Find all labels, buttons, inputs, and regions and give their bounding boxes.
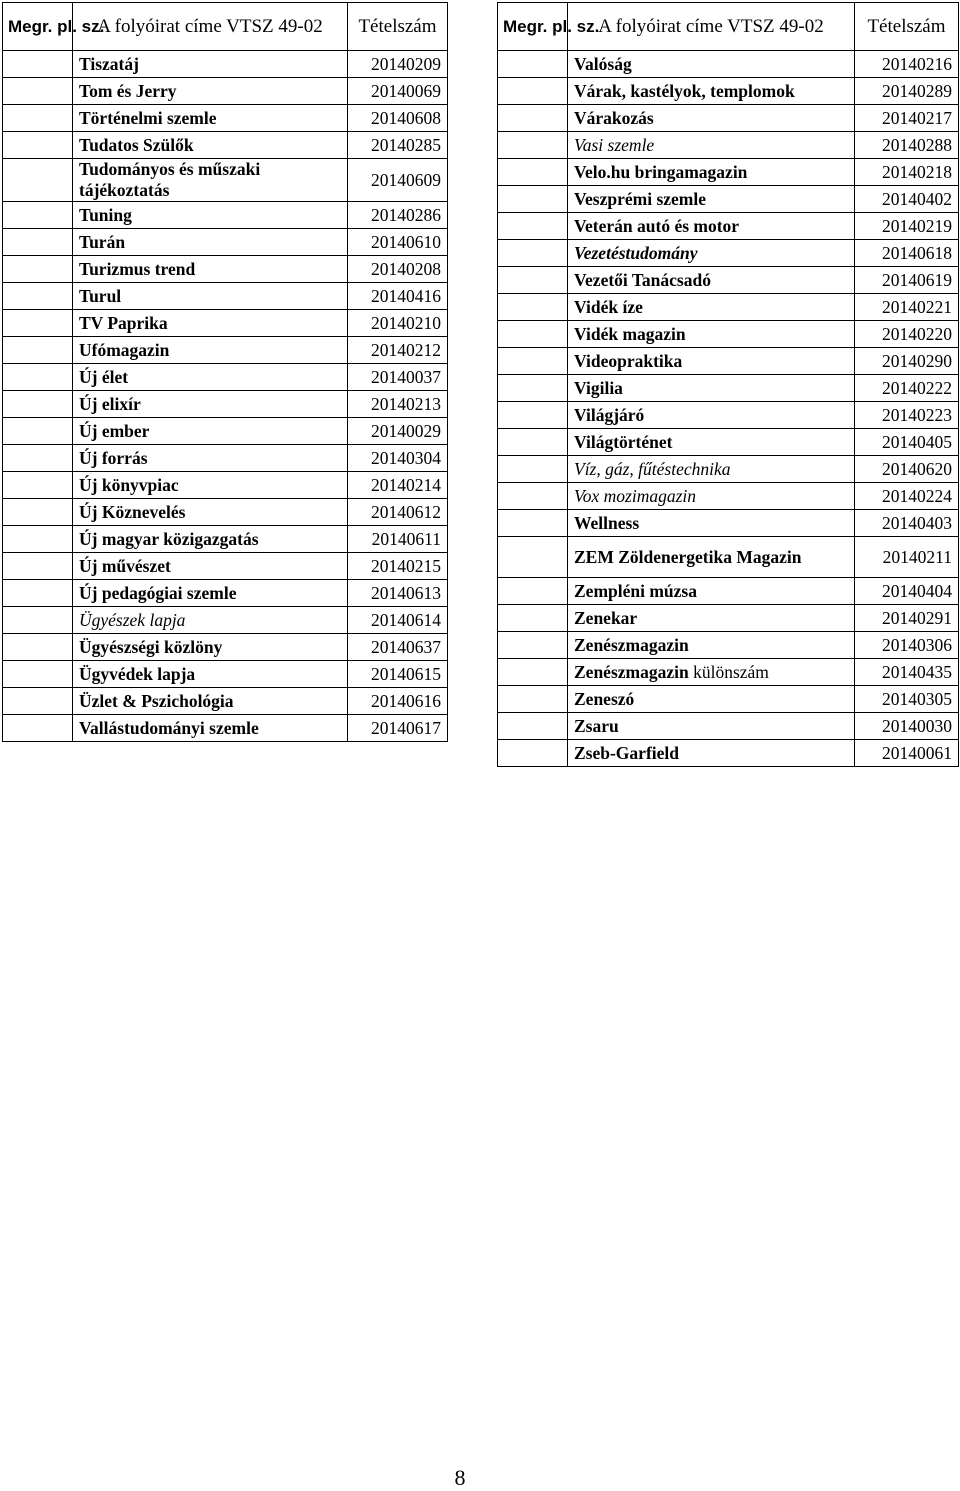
table-row [3, 51, 448, 78]
order-number-cell [498, 375, 568, 402]
right-table-body [498, 51, 959, 767]
item-number-cell: 20140224 [855, 483, 959, 510]
periodical-title-cell [73, 553, 348, 580]
order-number-cell [498, 132, 568, 159]
periodical-title-cell [73, 159, 348, 202]
periodical-title: Üzlet & Pszichológia [79, 691, 234, 711]
item-number-cell: 20140061 [855, 740, 959, 767]
order-number-cell [3, 283, 73, 310]
table-row [498, 321, 959, 348]
periodical-title-cell [568, 632, 855, 659]
order-number-cell [3, 159, 73, 202]
header-title: A folyóirat címe VTSZ 49-02 [568, 3, 855, 51]
periodical-title-cell [568, 402, 855, 429]
periodical-title: Zeneszó [574, 689, 635, 709]
periodical-title-cell [568, 348, 855, 375]
periodical-title-cell [73, 580, 348, 607]
table-row [3, 283, 448, 310]
item-number-cell: 20140614 [348, 607, 448, 634]
periodical-title: Ügyvédek lapja [79, 664, 196, 684]
table-row [3, 661, 448, 688]
item-number-cell: 20140037 [348, 364, 448, 391]
item-number-cell: 20140613 [348, 580, 448, 607]
periodical-title: Turul [79, 286, 122, 306]
table-row [498, 537, 959, 578]
order-number-cell [498, 51, 568, 78]
order-number-cell [3, 78, 73, 105]
order-number-cell [3, 310, 73, 337]
periodical-title: Ügyészek lapja [79, 610, 186, 630]
periodical-title-cell [568, 483, 855, 510]
periodical-title: Víz, gáz, fűtéstechnika [574, 459, 731, 479]
periodical-title: Zenészmagazin [574, 662, 689, 682]
header-megr-pl-sz: Megr. pl. sz. [498, 3, 568, 51]
periodical-title: Új elixír [79, 394, 141, 414]
periodical-title-cell [73, 607, 348, 634]
periodical-title: Videopraktika [574, 351, 683, 371]
item-number-cell: 20140305 [855, 686, 959, 713]
periodical-title: Várakozás [574, 108, 654, 128]
item-number-cell: 20140618 [855, 240, 959, 267]
periodical-title-cell [568, 686, 855, 713]
periodical-title: Valóság [574, 54, 632, 74]
order-number-cell [3, 580, 73, 607]
periodical-title: TV Paprika [79, 313, 168, 333]
periodical-title-cell [73, 418, 348, 445]
left-periodical-table [2, 2, 448, 742]
periodical-title: Világjáró [574, 405, 645, 425]
periodical-title: Vigilia [574, 378, 623, 398]
item-number-cell: 20140619 [855, 267, 959, 294]
periodical-title-cell [568, 537, 855, 578]
periodical-title: Új ember [79, 421, 150, 441]
item-number-cell: 20140215 [348, 553, 448, 580]
table-row [498, 186, 959, 213]
table-row [3, 472, 448, 499]
periodical-title: Wellness [574, 513, 640, 533]
periodical-title-cell [73, 51, 348, 78]
periodical-title: Veszprémi szemle [574, 189, 707, 209]
periodical-title-cell [568, 213, 855, 240]
item-number-cell: 20140214 [348, 472, 448, 499]
item-number-cell: 20140219 [855, 213, 959, 240]
order-number-cell [498, 456, 568, 483]
header-tetelszam: Tételszám [855, 3, 959, 51]
periodical-title-cell [568, 578, 855, 605]
item-number-cell: 20140217 [855, 105, 959, 132]
order-number-cell [498, 78, 568, 105]
item-number-cell: 20140306 [855, 632, 959, 659]
table-row [3, 715, 448, 742]
periodical-title-cell [568, 713, 855, 740]
item-number-cell: 20140288 [855, 132, 959, 159]
periodical-title: Zsaru [574, 716, 619, 736]
item-number-cell: 20140223 [855, 402, 959, 429]
periodical-title-cell [568, 740, 855, 767]
table-row [498, 348, 959, 375]
periodical-title: Vallástudományi szemle [79, 718, 259, 738]
periodical-title-cell [568, 659, 855, 686]
item-number-cell: 20140069 [348, 78, 448, 105]
order-number-cell [3, 634, 73, 661]
order-number-cell [3, 256, 73, 283]
table-row [498, 240, 959, 267]
page-number: 8 [454, 1465, 466, 1490]
table-row [3, 256, 448, 283]
item-number-cell: 20140608 [348, 105, 448, 132]
table-row [3, 78, 448, 105]
item-number-cell: 20140637 [348, 634, 448, 661]
item-number-cell: 20140404 [855, 578, 959, 605]
item-number-cell: 20140435 [855, 659, 959, 686]
table-row [498, 294, 959, 321]
item-number-cell: 20140617 [348, 715, 448, 742]
periodical-title-cell [73, 391, 348, 418]
periodical-title-cell [568, 321, 855, 348]
item-number-cell: 20140216 [855, 51, 959, 78]
table-row [3, 391, 448, 418]
order-number-cell [3, 391, 73, 418]
item-number-cell: 20140211 [855, 537, 959, 578]
table-row [498, 456, 959, 483]
periodical-title-cell [73, 337, 348, 364]
item-number-cell: 20140405 [855, 429, 959, 456]
periodical-title-cell [73, 202, 348, 229]
periodical-title: Vezetéstudomány [574, 243, 698, 263]
periodical-title-cell [73, 132, 348, 159]
periodical-title-cell [568, 429, 855, 456]
periodical-title: Új élet [79, 367, 129, 387]
header-tetelszam: Tételszám [348, 3, 448, 51]
order-number-cell [498, 429, 568, 456]
table-row [498, 267, 959, 294]
left-header-row [3, 3, 448, 51]
item-number-cell: 20140403 [855, 510, 959, 537]
right-periodical-table [497, 2, 959, 767]
table-row [3, 418, 448, 445]
order-number-cell [498, 510, 568, 537]
table-row [498, 632, 959, 659]
periodical-title: Vidék magazin [574, 324, 686, 344]
order-number-cell [3, 418, 73, 445]
periodical-title-cell [73, 472, 348, 499]
item-number-cell: 20140220 [855, 321, 959, 348]
periodical-title: Várak, kastélyok, templomok [574, 81, 795, 101]
order-number-cell [3, 688, 73, 715]
periodical-title-cell [73, 634, 348, 661]
order-number-cell [498, 267, 568, 294]
order-number-cell [498, 213, 568, 240]
table-row [498, 105, 959, 132]
item-number-cell: 20140620 [855, 456, 959, 483]
item-number-cell: 20140221 [855, 294, 959, 321]
periodical-title: Új művészet [79, 556, 171, 576]
periodical-title-cell [73, 364, 348, 391]
periodical-title-cell [73, 526, 348, 553]
table-row [3, 634, 448, 661]
item-number-cell: 20140286 [348, 202, 448, 229]
table-row [498, 402, 959, 429]
table-row [3, 688, 448, 715]
periodical-title-cell [568, 51, 855, 78]
order-number-cell [3, 337, 73, 364]
table-row [498, 659, 959, 686]
item-number-cell: 20140029 [348, 418, 448, 445]
order-number-cell [498, 402, 568, 429]
periodical-title: Velo.hu bringamagazin [574, 162, 748, 182]
periodical-title: Új magyar közigazgatás [79, 529, 259, 549]
item-number-cell: 20140030 [855, 713, 959, 740]
item-number-cell: 20140210 [348, 310, 448, 337]
order-number-cell [498, 578, 568, 605]
order-number-cell [498, 713, 568, 740]
periodical-title-cell [73, 78, 348, 105]
periodical-title-cell [73, 499, 348, 526]
table-row [498, 51, 959, 78]
item-number-cell: 20140416 [348, 283, 448, 310]
order-number-cell [3, 499, 73, 526]
periodical-title: Új Köznevelés [79, 502, 186, 522]
table-row [3, 229, 448, 256]
order-number-cell [3, 132, 73, 159]
periodical-title: Új könyvpiac [79, 475, 179, 495]
table-row [3, 132, 448, 159]
item-number-cell: 20140290 [855, 348, 959, 375]
periodical-title-cell [568, 375, 855, 402]
periodical-title-cell [568, 267, 855, 294]
periodical-title: Zempléni múzsa [574, 581, 697, 601]
table-row [3, 607, 448, 634]
order-number-cell [498, 537, 568, 578]
table-row [3, 580, 448, 607]
order-number-cell [3, 607, 73, 634]
item-number-cell: 20140304 [348, 445, 448, 472]
table-row [498, 213, 959, 240]
periodical-title-cell [568, 456, 855, 483]
order-number-cell [498, 740, 568, 767]
periodical-title-cell [568, 240, 855, 267]
periodical-title: Tuning [79, 205, 132, 225]
table-row [498, 375, 959, 402]
item-number-cell: 20140285 [348, 132, 448, 159]
item-number-cell: 20140609 [348, 159, 448, 202]
periodical-title-suffix: különszám [688, 662, 769, 682]
order-number-cell [498, 159, 568, 186]
table-row [3, 553, 448, 580]
periodical-title: Veterán autó és motor [574, 216, 740, 236]
order-number-cell [498, 659, 568, 686]
right-header-row [498, 3, 959, 51]
periodical-title: Vidék íze [574, 297, 643, 317]
order-number-cell [3, 661, 73, 688]
order-number-cell [3, 472, 73, 499]
periodical-title-cell [568, 510, 855, 537]
periodical-title: Zseb-Garfield [574, 743, 679, 763]
item-number-cell: 20140218 [855, 159, 959, 186]
table-row [3, 526, 448, 553]
item-number-cell: 20140402 [855, 186, 959, 213]
order-number-cell [498, 240, 568, 267]
item-number-cell: 20140289 [855, 78, 959, 105]
periodical-title: Új forrás [79, 448, 148, 468]
table-row [498, 578, 959, 605]
order-number-cell [3, 202, 73, 229]
order-number-cell [3, 715, 73, 742]
order-number-cell [498, 321, 568, 348]
periodical-title: Turán [79, 232, 126, 252]
table-row [498, 429, 959, 456]
periodical-title-cell [568, 294, 855, 321]
periodical-title-cell [73, 256, 348, 283]
item-number-cell: 20140616 [348, 688, 448, 715]
table-row [498, 78, 959, 105]
item-number-cell: 20140209 [348, 51, 448, 78]
order-number-cell [498, 605, 568, 632]
periodical-title: Történelmi szemle [79, 108, 217, 128]
periodical-title-cell [568, 186, 855, 213]
order-number-cell [498, 348, 568, 375]
periodical-title: Tudatos Szülők [79, 135, 194, 155]
periodical-title-cell [568, 159, 855, 186]
table-row [3, 364, 448, 391]
header-title: A folyóirat címe VTSZ 49-02 [73, 3, 348, 51]
periodical-title-cell [73, 229, 348, 256]
header-megr-pl-sz: Megr. pl. sz. [3, 3, 73, 51]
table-row [3, 337, 448, 364]
periodical-title-cell [568, 605, 855, 632]
item-number-cell: 20140213 [348, 391, 448, 418]
periodical-title-cell [73, 105, 348, 132]
periodical-title: Turizmus trend [79, 259, 196, 279]
periodical-title-cell [568, 78, 855, 105]
periodical-title-cell [73, 445, 348, 472]
periodical-title: Vox mozimagazin [574, 486, 697, 506]
periodical-title-cell [73, 688, 348, 715]
order-number-cell [498, 105, 568, 132]
periodical-title: Tiszatáj [79, 54, 139, 74]
table-row [3, 445, 448, 472]
item-number-cell: 20140611 [348, 526, 448, 553]
periodical-title: Zenekar [574, 608, 638, 628]
table-row [498, 483, 959, 510]
order-number-cell [3, 229, 73, 256]
order-number-cell [498, 632, 568, 659]
periodical-title: Világtörténet [574, 432, 673, 452]
table-row [498, 713, 959, 740]
item-number-cell: 20140212 [348, 337, 448, 364]
periodical-title: Vasi szemle [574, 135, 655, 155]
table-row [3, 202, 448, 229]
periodical-title: Ufómagazin [79, 340, 170, 360]
periodical-title: Tom és Jerry [79, 81, 177, 101]
left-table-body [3, 51, 448, 742]
periodical-title: ZEM Zöldenergetika Magazin [574, 546, 802, 567]
periodical-title-cell [73, 283, 348, 310]
order-number-cell [498, 294, 568, 321]
table-row [3, 105, 448, 132]
order-number-cell [3, 526, 73, 553]
order-number-cell [498, 686, 568, 713]
periodical-title: Vezetői Tanácsadó [574, 270, 711, 290]
periodical-title: Ügyészségi közlöny [79, 637, 223, 657]
order-number-cell [3, 553, 73, 580]
periodical-title-cell [568, 132, 855, 159]
periodical-title-cell [568, 105, 855, 132]
periodical-title: Tudományos és műszaki tájékoztatás [79, 159, 261, 200]
periodical-title-cell [73, 715, 348, 742]
item-number-cell: 20140612 [348, 499, 448, 526]
table-row [498, 132, 959, 159]
order-number-cell [3, 364, 73, 391]
periodical-title: Zenészmagazin [574, 635, 689, 655]
table-row [498, 686, 959, 713]
table-row [3, 159, 448, 202]
periodical-title-cell [73, 310, 348, 337]
table-row [498, 159, 959, 186]
periodical-title: Új pedagógiai szemle [79, 583, 237, 603]
item-number-cell: 20140291 [855, 605, 959, 632]
order-number-cell [498, 483, 568, 510]
item-number-cell: 20140208 [348, 256, 448, 283]
order-number-cell [498, 186, 568, 213]
item-number-cell: 20140615 [348, 661, 448, 688]
item-number-cell: 20140222 [855, 375, 959, 402]
order-number-cell [3, 51, 73, 78]
table-row [3, 499, 448, 526]
periodical-title-cell [73, 661, 348, 688]
table-row [498, 510, 959, 537]
table-row [498, 605, 959, 632]
table-row [3, 310, 448, 337]
order-number-cell [3, 105, 73, 132]
order-number-cell [3, 445, 73, 472]
item-number-cell: 20140610 [348, 229, 448, 256]
table-row [498, 740, 959, 767]
